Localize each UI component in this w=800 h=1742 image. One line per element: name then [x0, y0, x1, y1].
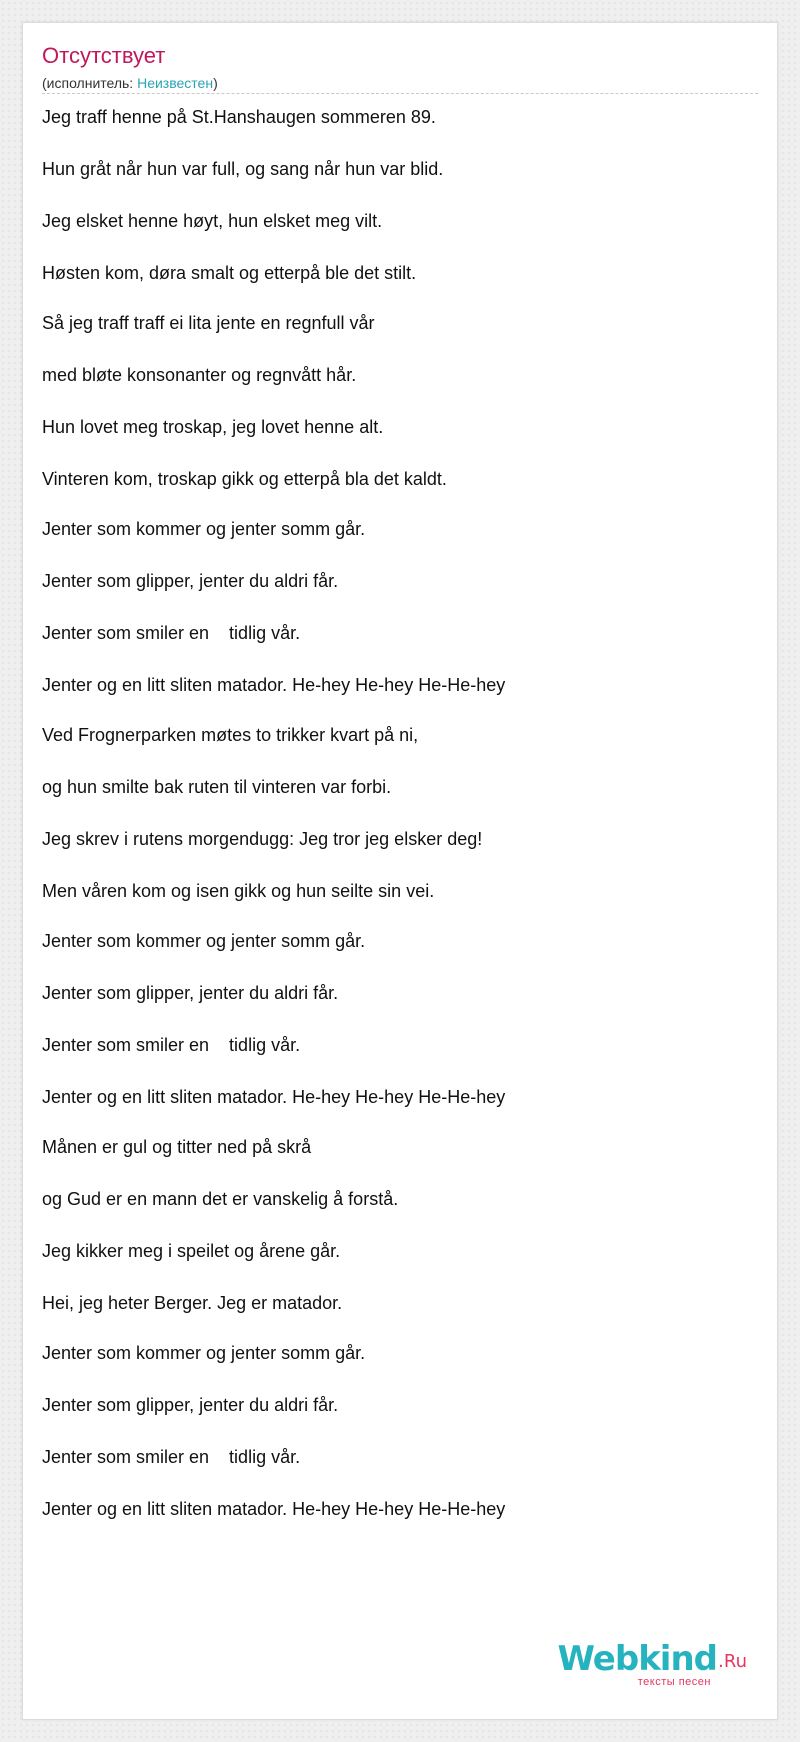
- lyric-line: Jenter som glipper, jenter du aldri får.: [42, 1395, 339, 1415]
- lyric-line: med bløte konsonanter og regnvått hår.: [42, 365, 357, 385]
- lyric-line: Månen er gul og titter ned på skrå: [42, 1137, 312, 1157]
- site-logo[interactable]: [547, 1641, 747, 1689]
- performer-suffix: ): [213, 75, 218, 91]
- lyrics-card: [22, 22, 778, 1720]
- logo-tagline: тексты песен: [637, 1676, 711, 1688]
- lyrics-stanza: [42, 723, 742, 903]
- lyric-line: og Gud er en mann det er vanskelig å forstå.: [42, 1189, 399, 1209]
- lyric-line: Men våren kom og isen gikk og hun seilte sin vei.: [42, 881, 435, 901]
- lyric-line: Ved Frognerparken møtes to trikker kvart på ni,: [42, 725, 419, 745]
- lyric-line: Hun lovet meg troskap, jeg lovet henne alt.: [42, 417, 384, 437]
- lyric-line: Høsten kom, døra smalt og etterpå ble det stilt.: [42, 263, 417, 283]
- lyric-line: Jenter som glipper, jenter du aldri får.: [42, 983, 339, 1003]
- lyrics-stanza: [42, 929, 742, 1109]
- lyric-line: Jeg kikker meg i speilet og årene går.: [42, 1241, 341, 1261]
- logo-wordmark: Webkind: [557, 1639, 717, 1679]
- lyric-line: Jenter som smiler en tidlig vår.: [42, 1447, 301, 1467]
- lyric-line: og hun smilte bak ruten til vinteren var forbi.: [42, 777, 392, 797]
- lyrics-stanza: [42, 311, 742, 491]
- lyric-line: Jenter og en litt sliten matador. He-hey He-hey He-He-hey: [42, 1087, 506, 1107]
- lyric-line: Hei, jeg heter Berger. Jeg er matador.: [42, 1293, 343, 1313]
- lyric-line: Jenter som kommer og jenter somm går.: [42, 519, 366, 539]
- lyric-line: Jeg skrev i rutens morgendugg: Jeg tror jeg elsker deg!: [42, 829, 483, 849]
- logo-domain-suffix: .Ru: [718, 1651, 747, 1672]
- performer-link[interactable]: Неизвестен: [137, 75, 214, 91]
- lyric-line: Jeg traff henne på St.Hanshaugen sommeren 89.: [42, 107, 436, 127]
- performer-line: [42, 74, 218, 92]
- lyrics-stanza: [42, 1341, 742, 1521]
- lyric-line: Vinteren kom, troskap gikk og etterpå bla det kaldt.: [42, 469, 447, 489]
- lyric-line: Jenter som smiler en tidlig vår.: [42, 623, 301, 643]
- lyric-line: Jenter som kommer og jenter somm går.: [42, 1343, 366, 1363]
- lyrics-stanza: [42, 105, 742, 285]
- lyric-line: Jenter som glipper, jenter du aldri får.: [42, 571, 339, 591]
- header-divider: [42, 93, 758, 94]
- lyric-line: Jenter som smiler en tidlig vår.: [42, 1035, 301, 1055]
- lyrics-stanza: [42, 1135, 742, 1315]
- lyrics-stanza: [42, 517, 742, 697]
- lyric-line: Jenter som kommer og jenter somm går.: [42, 931, 366, 951]
- lyric-line: Jeg elsket henne høyt, hun elsket meg vilt.: [42, 211, 383, 231]
- performer-prefix: (исполнитель:: [42, 75, 138, 91]
- lyrics-body: [42, 105, 742, 1547]
- lyric-line: Jenter og en litt sliten matador. He-hey He-hey He-He-hey: [42, 1499, 506, 1519]
- lyric-line: Jenter og en litt sliten matador. He-hey He-hey He-He-hey: [42, 675, 506, 695]
- lyric-line: Hun gråt når hun var full, og sang når hun var blid.: [42, 159, 444, 179]
- lyric-line: Så jeg traff traff ei lita jente en regnfull vår: [42, 313, 375, 333]
- song-title: Отсутствует: [42, 43, 166, 68]
